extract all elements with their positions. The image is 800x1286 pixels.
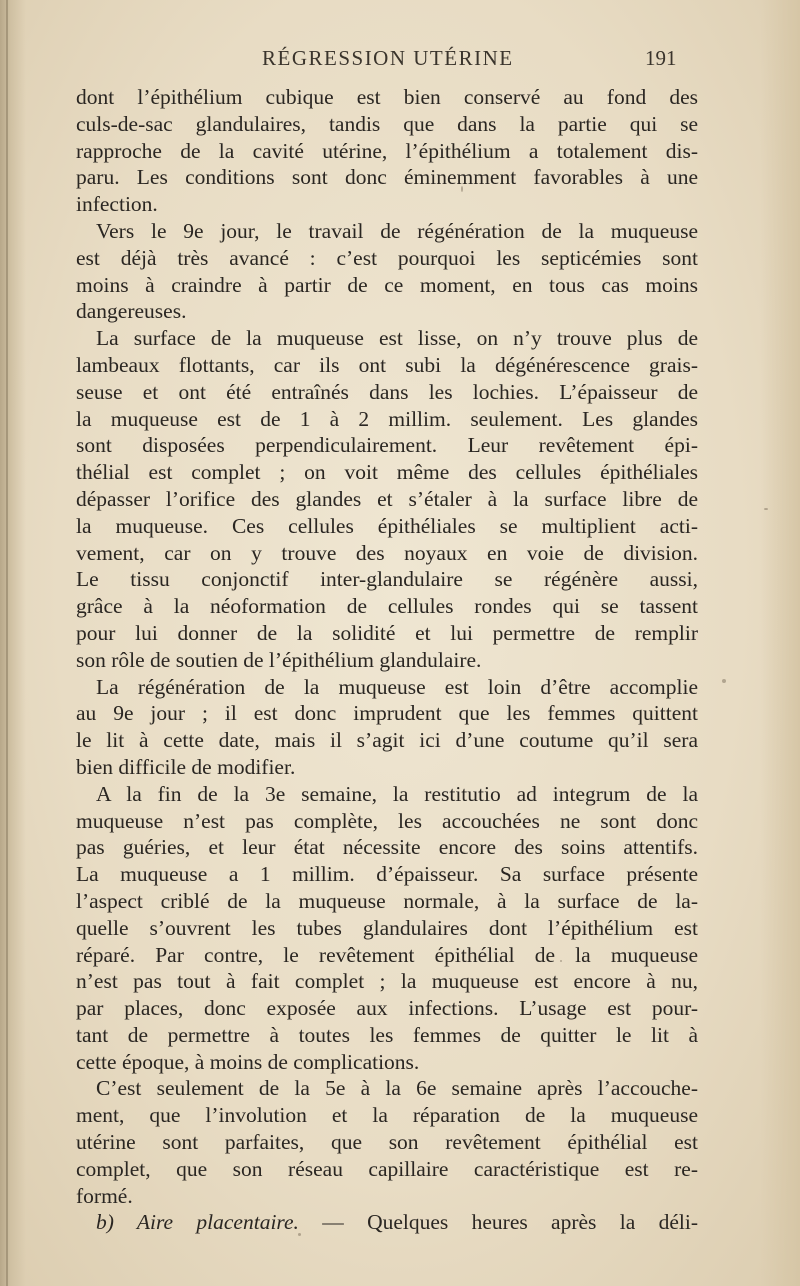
text-line: Le tissu conjonctif inter-glandulaire se régénère aussi,: [76, 567, 698, 592]
body-text: [76, 84, 698, 1236]
text-line: La surface de la muqueuse est lisse, on n’y trouve plus de: [96, 326, 698, 351]
page-number: 191: [645, 46, 677, 70]
page-edge-shading: [760, 0, 800, 1286]
text-line: rapproche de la cavité utérine, l’épithélium a totalement dis-: [76, 138, 698, 163]
text-line: tant de permettre à toutes les femmes de quitter le lit à: [76, 1022, 698, 1047]
text-line: formé.: [76, 1183, 133, 1208]
text-line: la muqueuse est de 1 à 2 millim. seulement. Les glandes: [76, 406, 698, 431]
text-line: ment, que l’involution et la réparation de la muqueuse: [76, 1103, 698, 1128]
text-line: bien difficile de modifier.: [76, 754, 296, 779]
text-line: lambeaux flottants, car ils ont subi la dégénérescence grais-: [76, 352, 698, 377]
gutter-line: [6, 0, 8, 1286]
text-line: infection.: [76, 192, 158, 217]
paper-speck: [461, 186, 463, 192]
text-line: grâce à la néoformation de cellules rondes qui se tassent: [76, 594, 698, 619]
text-line: la muqueuse. Ces cellules épithéliales se multiplient acti-: [76, 513, 698, 538]
text-line: thélial est complet ; on voit même des cellules épithéliales: [76, 460, 698, 485]
paper-speck: [722, 679, 726, 683]
text-line: La muqueuse a 1 millim. d’épaisseur. Sa surface présente: [76, 862, 698, 887]
text-line: seuse et ont été entraînés dans les lochies. L’épaisseur de: [76, 379, 698, 404]
running-head-title: RÉGRESSION UTÉRINE: [262, 46, 514, 70]
text-line: sont disposées perpendiculairement. Leur revêtement épi-: [76, 433, 698, 458]
text-line: pour lui donner de la solidité et lui permettre de remplir: [76, 620, 698, 645]
text-line: complet, que son réseau capillaire caractéristique est re-: [76, 1156, 698, 1181]
text-line: dont l’épithélium cubique est bien conservé au fond des: [76, 85, 698, 109]
text-line: le lit à cette date, mais il s’agit ici d’une coutume qu’il sera: [76, 728, 698, 753]
text-line: paru. Les conditions sont donc éminemment favorables à une: [76, 165, 698, 190]
text-line: quelle s’ouvrent les tubes glandulaires dont l’épithélium est: [76, 915, 698, 940]
text-line: culs-de-sac glandulaires, tandis que dans la partie qui se: [76, 111, 698, 136]
text-line: Vers le 9e jour, le travail de régénération de la muqueuse: [96, 218, 698, 243]
text-line: son rôle de soutien de l’épithélium glandulaire.: [76, 647, 482, 672]
gutter-shadow: [0, 0, 26, 1286]
text-line: par places, donc exposée aux infections. L’usage est pour-: [76, 996, 698, 1021]
text-line: réparé. Par contre, le revêtement épithélial de la muqueuse: [76, 942, 698, 967]
text-line: A la fin de la 3e semaine, la restitutio ad integrum de la: [96, 781, 698, 806]
section-heading: b) Aire placentaire.: [96, 1210, 299, 1235]
text-line: dépasser l’orifice des glandes et s’étaler à la surface libre de: [76, 486, 698, 511]
text-line: au 9e jour ; il est donc imprudent que les femmes quittent: [76, 701, 698, 726]
text-line: La régénération de la muqueuse est loin d’être accomplie: [96, 674, 698, 699]
paper-speck: [764, 508, 768, 510]
text-line: C’est seulement de la 5e à la 6e semaine après l’accouche-: [96, 1076, 698, 1101]
text-line: n’est pas tout à fait complet ; la muqueuse est encore à nu,: [76, 969, 698, 994]
text-line: cette époque, à moins de complications.: [76, 1049, 420, 1074]
text-line: moins à craindre à partir de ce moment, en tous cas moins: [76, 272, 698, 297]
text-line: utérine sont parfaites, que son revêtement épithélial est: [76, 1130, 698, 1155]
text-line: vement, car on y trouve des noyaux en voie de division.: [76, 540, 698, 565]
section-text: — Quelques heures après la déli-: [298, 1210, 698, 1235]
paper-speck: [298, 1233, 301, 1236]
running-head: [0, 46, 800, 76]
text-line: est déjà très avancé : c’est pourquoi les septicémies sont: [76, 245, 698, 270]
text-line: l’aspect criblé de la muqueuse normale, à la surface de la-: [76, 888, 698, 913]
text-line: pas guéries, et leur état nécessite encore des soins attentifs.: [76, 835, 698, 860]
text-line: dangereuses.: [76, 299, 187, 324]
text-line: muqueuse n’est pas complète, les accouchées ne sont donc: [76, 808, 698, 833]
paper-speck: [560, 960, 562, 962]
section-heading-line: [76, 1209, 698, 1236]
